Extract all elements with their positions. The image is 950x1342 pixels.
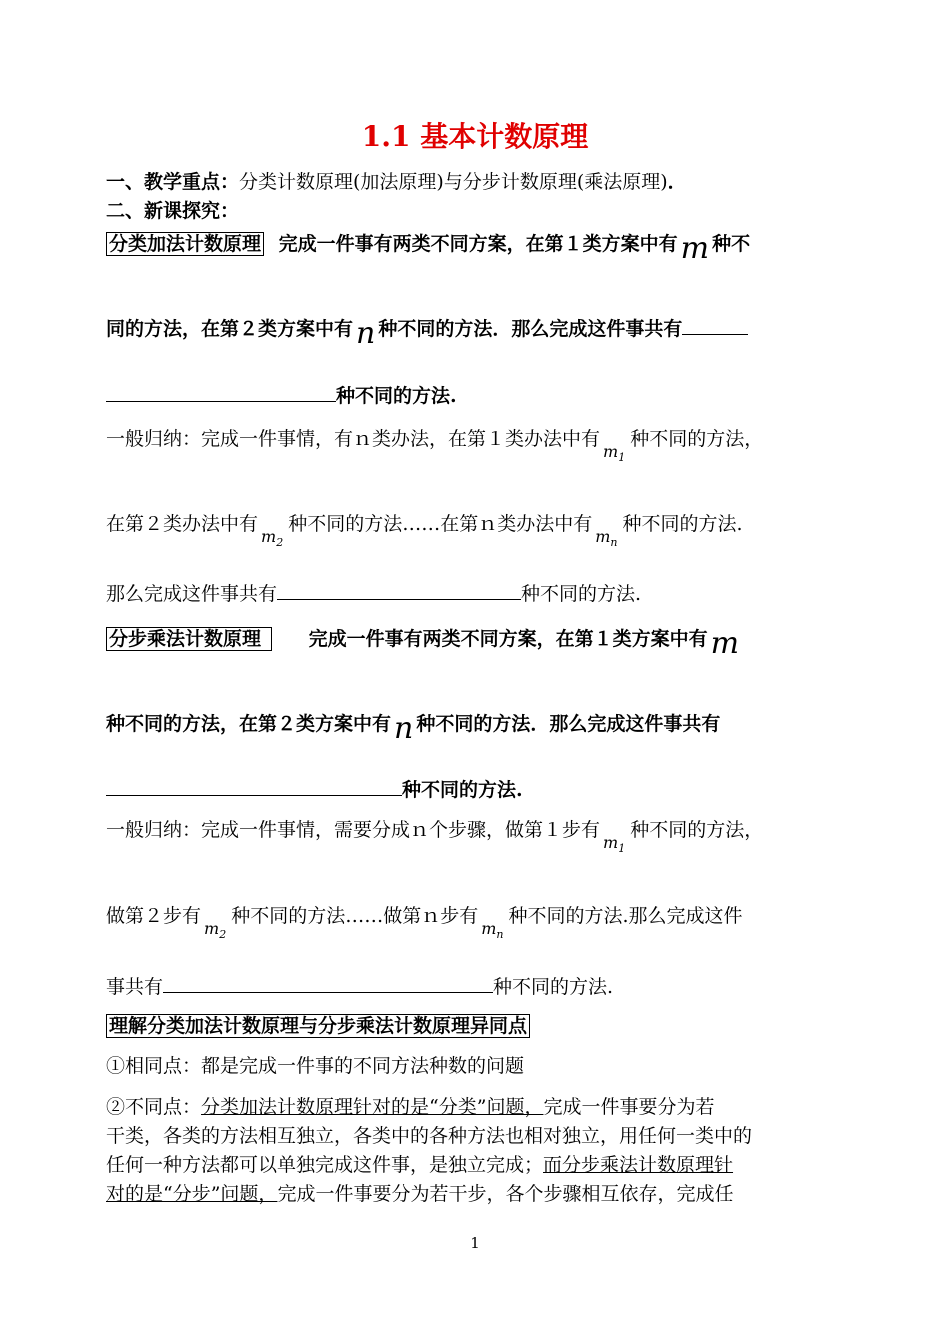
- general-text: 种不同的方法……在第ｎ类办法中有: [288, 513, 593, 535]
- general-text: 在第２类办法中有: [106, 513, 259, 535]
- multiplication-text2a: 种不同的方法，在第２类方案中有: [106, 713, 392, 735]
- addition-text3: 种不同的方法.: [336, 385, 457, 407]
- multiplication-text1: 完成一件事有两类不同方案，在第１类方案中有: [308, 628, 708, 650]
- diff-underlined: 分类加法计数原理针对的是“分类”问题，: [201, 1096, 544, 1118]
- var-m1: m1: [603, 833, 626, 856]
- var-n: n: [356, 316, 376, 351]
- addition-general-line2: [106, 512, 743, 550]
- answer-blank[interactable]: [106, 383, 336, 402]
- var-m2: m2: [204, 919, 227, 942]
- addition-text2a: 同的方法，在第２类方案中有: [106, 318, 354, 340]
- diff-underlined: 对的是“分步”问题，: [106, 1183, 278, 1205]
- general-text: 一般归纳：完成一件事情，有ｎ类办法，在第１类办法中有: [106, 428, 601, 450]
- section-heading: 二、新课探究：: [106, 200, 240, 222]
- multiplication-text2b: 种不同的方法．那么完成这件事共有: [416, 713, 721, 735]
- general-text: 种不同的方法.: [493, 976, 614, 998]
- multiplication-principle-line1: [106, 624, 742, 661]
- answer-blank[interactable]: [106, 777, 402, 796]
- page-title: 1.1 基本计数原理: [361, 120, 589, 153]
- focus-end: ．: [667, 171, 687, 193]
- multiplication-principle-box: 分步乘法计数原理: [106, 627, 272, 651]
- var-mn: mn: [481, 919, 504, 942]
- general-text: 一般归纳：完成一件事情，需要分成ｎ个步骤，做第１步有: [106, 819, 601, 841]
- addition-text1-end: 种不: [712, 233, 751, 255]
- teaching-focus-line: [106, 170, 687, 194]
- comparison-same: ①相同点：都是完成一件事的不同方法种数的问题: [106, 1055, 525, 1077]
- general-text: 种不同的方法，: [630, 819, 764, 841]
- multiplication-general-line2: [106, 904, 743, 942]
- addition-general-line1: [106, 427, 764, 465]
- var-n: n: [394, 711, 414, 746]
- addition-text2b: 种不同的方法．那么完成这件事共有: [378, 318, 683, 340]
- answer-blank[interactable]: [163, 974, 493, 993]
- multiplication-general-line3: [106, 974, 613, 999]
- multiplication-principle-line3: [106, 777, 523, 802]
- diff-text: 任何一种方法都可以单独完成这件事，是独立完成；: [106, 1154, 544, 1176]
- focus-label: 一、教学重点：: [106, 171, 240, 193]
- addition-principle-line1: [106, 229, 751, 266]
- multiplication-principle-line2: [106, 709, 721, 746]
- comparison-diff-line1: [106, 1095, 714, 1119]
- answer-blank[interactable]: [277, 581, 521, 600]
- addition-principle-line3: [106, 383, 457, 408]
- diff-text: 完成一件事要分为若: [543, 1096, 715, 1118]
- addition-text1: 完成一件事有两类不同方案，在第１类方案中有: [278, 233, 678, 255]
- page-number: 1: [470, 1234, 480, 1252]
- addition-principle-box: 分类加法计数原理: [106, 232, 264, 256]
- general-text: 种不同的方法，: [630, 428, 764, 450]
- diff-label: ②不同点：: [106, 1096, 202, 1118]
- addition-principle-line2: [106, 314, 748, 351]
- diff-underlined: 而分步乘法计数原理针: [543, 1154, 734, 1176]
- var-m1: m1: [603, 442, 626, 465]
- var-mn: mn: [595, 527, 618, 550]
- general-text: 种不同的方法.: [521, 583, 642, 605]
- var-m: m: [680, 231, 710, 266]
- general-text: 种不同的方法.那么完成这件: [508, 905, 743, 927]
- comparison-box: 理解分类加法计数原理与分步乘法计数原理异同点: [106, 1014, 530, 1038]
- comparison-diff-line2: 干类，各类的方法相互独立，各类中的各种方法也相对独立，用任何一类中的: [106, 1125, 753, 1147]
- var-m2: m2: [261, 527, 284, 550]
- answer-blank[interactable]: [682, 316, 748, 335]
- focus-text: 分类计数原理(加法原理)与分步计数原理(乘法原理): [239, 171, 668, 193]
- multiplication-general-line1: [106, 818, 764, 856]
- general-text: 那么完成这件事共有: [106, 583, 278, 605]
- general-text: 做第２步有: [106, 905, 202, 927]
- var-m: m: [710, 626, 740, 661]
- comparison-diff-line4: [106, 1182, 733, 1206]
- general-text: 事共有: [106, 976, 164, 998]
- comparison-heading: [106, 1014, 530, 1038]
- general-text: 种不同的方法……做第ｎ步有: [231, 905, 479, 927]
- multiplication-text3: 种不同的方法.: [402, 779, 523, 801]
- diff-text: 完成一件事要分为若干步，各个步骤相互依存，完成任: [277, 1183, 734, 1205]
- comparison-diff-line3: [106, 1153, 733, 1177]
- general-text: 种不同的方法.: [622, 513, 743, 535]
- addition-general-line3: [106, 581, 641, 606]
